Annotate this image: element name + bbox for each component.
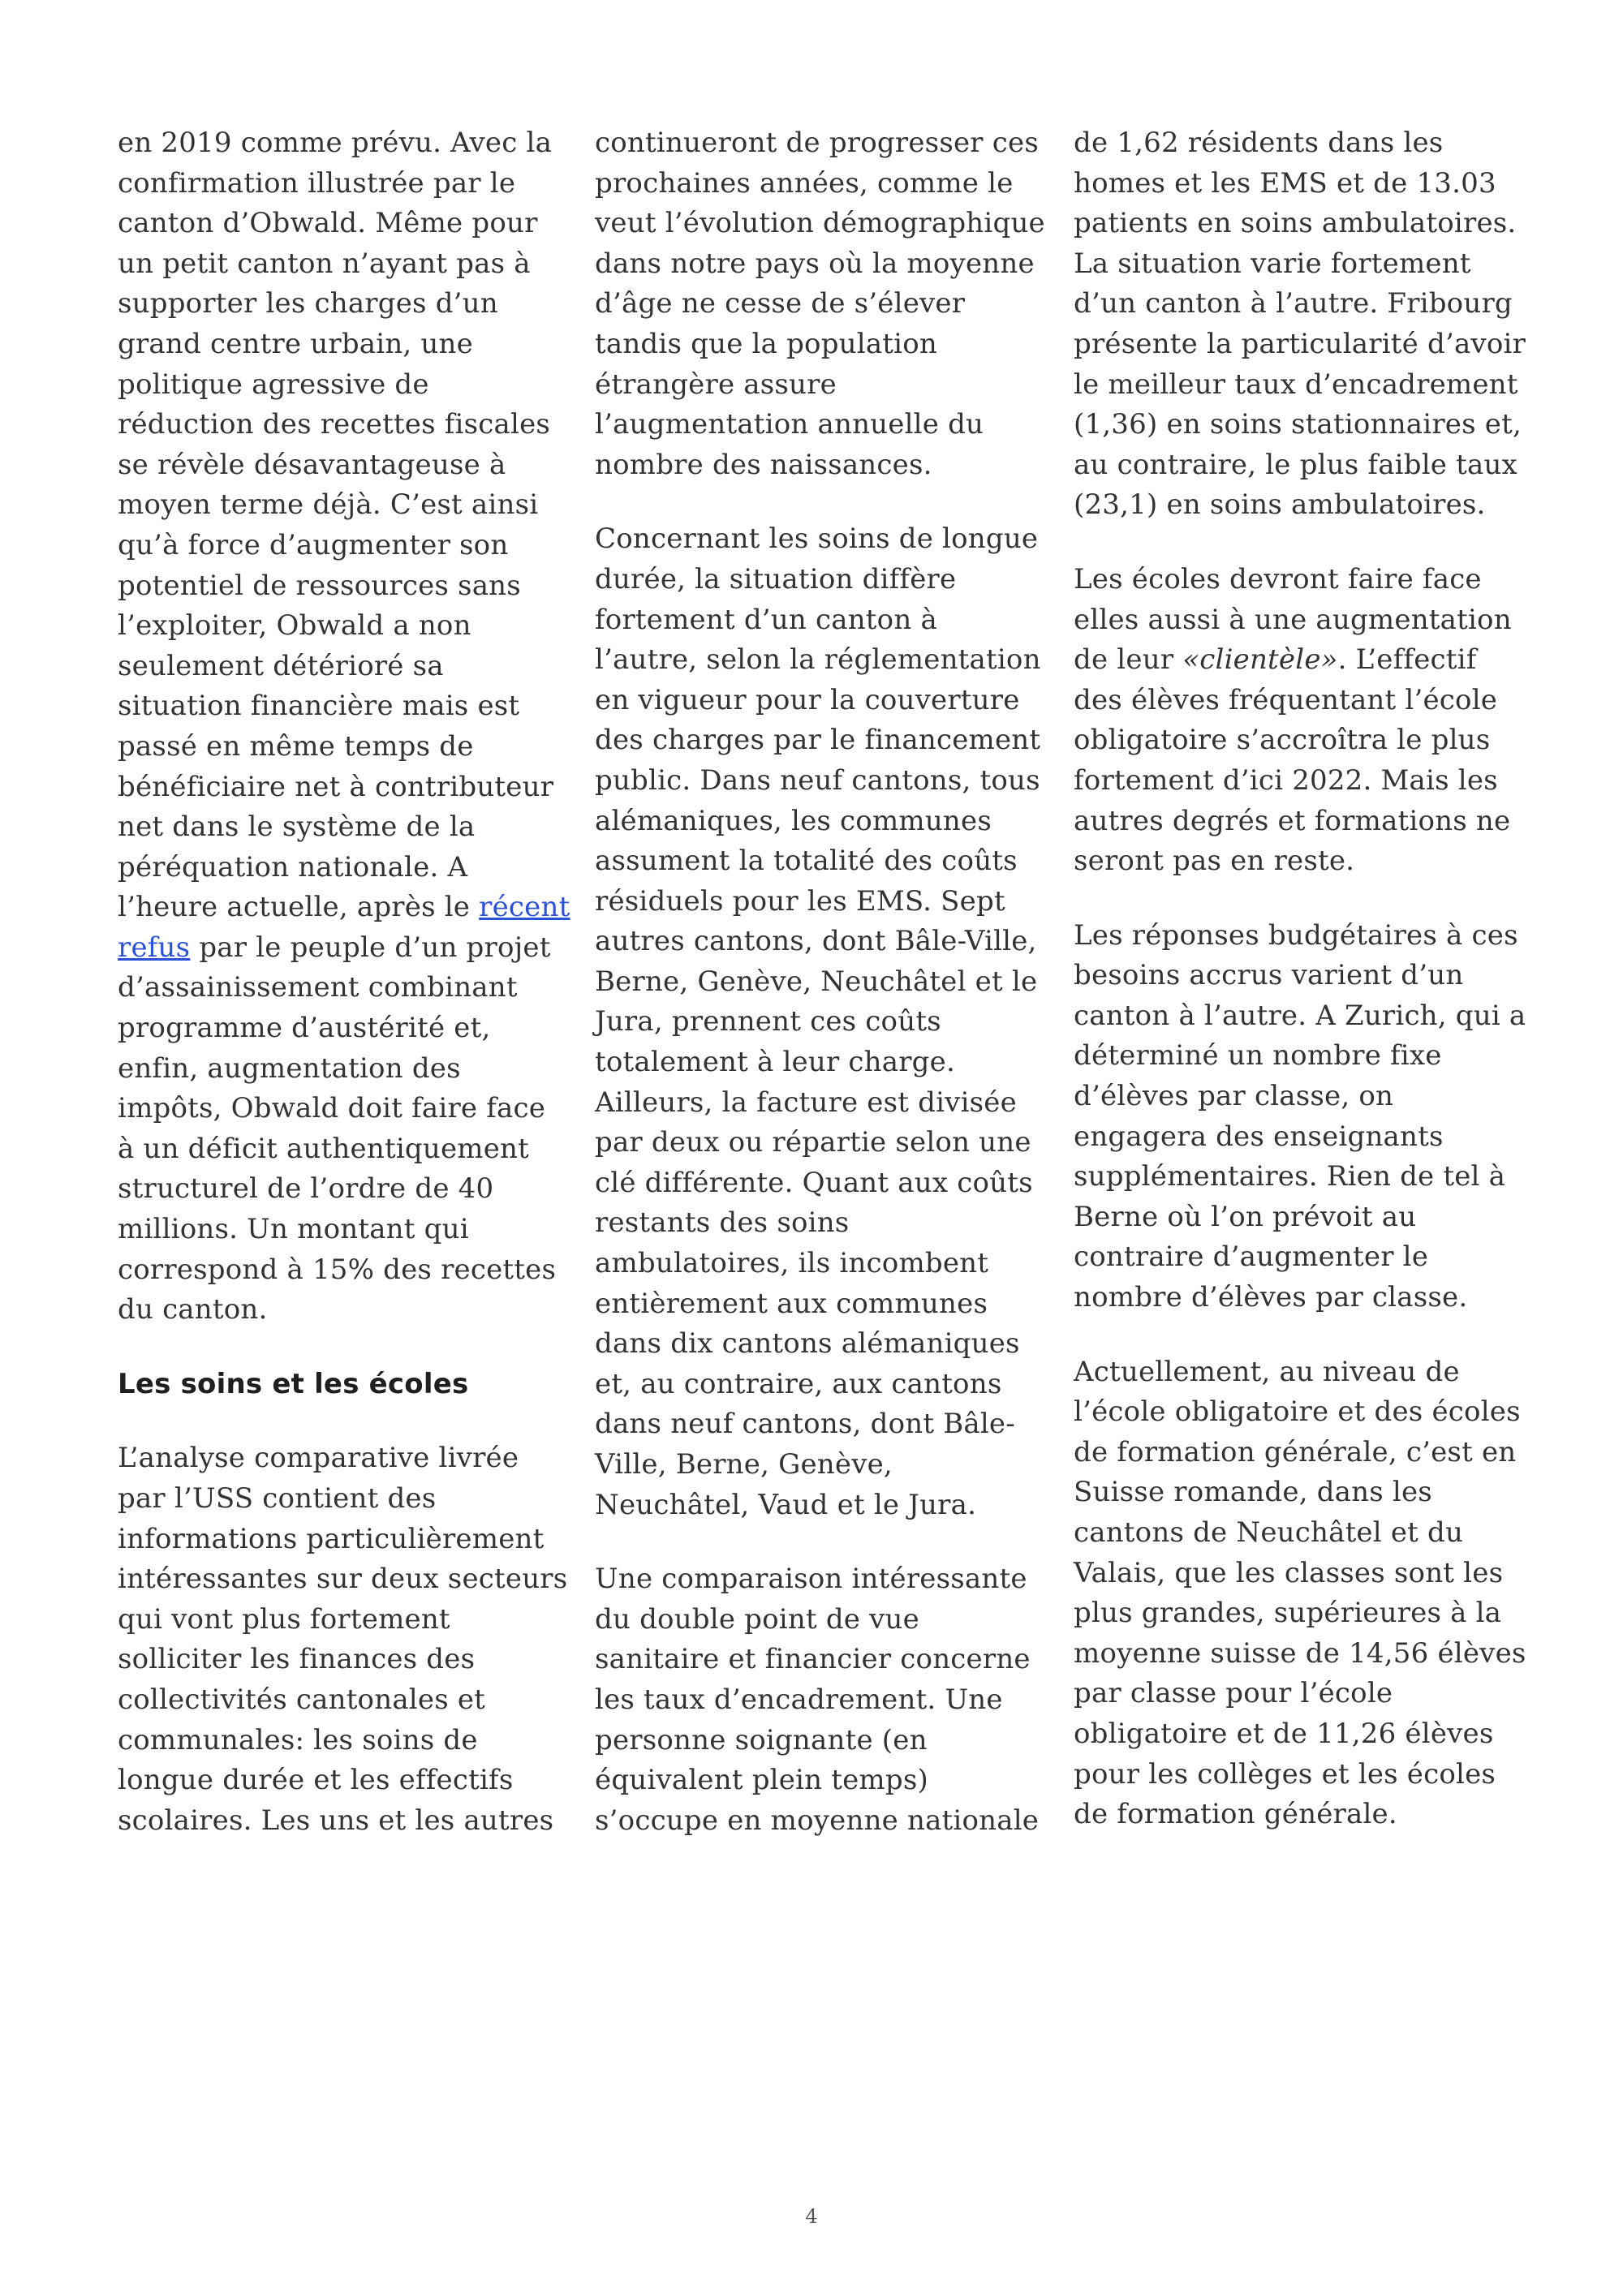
- paragraph-line: les taux d’encadrement. Une: [595, 1683, 1003, 1716]
- paragraph-line: d’assainissement combinant: [118, 971, 518, 1004]
- paragraph-line: collectivités cantonales et: [118, 1683, 486, 1716]
- recent-refusal-link[interactable]: récent: [479, 891, 570, 924]
- paragraph-line: dans notre pays où la moyenne: [595, 247, 1035, 280]
- paragraph-line: scolaires. Les uns et les autres: [118, 1804, 554, 1837]
- paragraph-line: Concernant les soins de longue: [595, 522, 1039, 556]
- paragraph-lines: [118, 968, 572, 1330]
- paragraph-lines: [595, 519, 1049, 1525]
- paragraph-line: (1,36) en soins stationnaires et,: [1074, 408, 1522, 441]
- paragraph-line: (23,1) en soins ambulatoires.: [1074, 488, 1486, 522]
- paragraph-line: plus grandes, supérieures à la: [1074, 1597, 1502, 1630]
- paragraph-line: moyenne suisse de 14,56 élèves: [1074, 1636, 1526, 1670]
- paragraph-line: durée, la situation diffère: [595, 562, 957, 595]
- paragraph-line: solliciter les finances des: [118, 1643, 476, 1676]
- paragraph-line: le meilleur taux d’encadrement: [1074, 368, 1518, 401]
- paragraph-line: ambulatoires, ils incombent: [595, 1247, 989, 1280]
- paragraph-line: résiduels pour les EMS. Sept: [595, 884, 1005, 918]
- paragraph-line: équivalent plein temps): [595, 1764, 928, 1797]
- paragraph-line: entièrement aux communes: [595, 1287, 988, 1320]
- paragraph-line: présente la particularité d’avoir: [1074, 327, 1526, 360]
- paragraph-line: pour les collèges et les écoles: [1074, 1757, 1496, 1791]
- column-1: [118, 123, 572, 1875]
- paragraph-line: Suisse romande, dans les: [1074, 1476, 1432, 1509]
- paragraph-line: en vigueur pour la couverture: [595, 683, 1020, 716]
- paragraph-line: réduction des recettes fiscales: [118, 408, 551, 441]
- paragraph-line: [118, 928, 572, 969]
- paragraph-line: étrangère assure: [595, 368, 837, 401]
- paragraph-line: net dans le système de la: [118, 810, 476, 844]
- line-text: l’heure actuelle, après le: [118, 891, 480, 924]
- paragraph-line: grand centre urbain, une: [118, 327, 473, 360]
- paragraph-line: Ville, Berne, Genève,: [595, 1448, 893, 1481]
- section-heading: Les soins et les écoles: [118, 1367, 469, 1400]
- paragraph-line: clé différente. Quant aux coûts: [595, 1166, 1033, 1199]
- paragraph-demography: [595, 123, 1049, 485]
- paragraph-lines: [1074, 681, 1528, 882]
- paragraph-line: totalement à leur charge.: [595, 1046, 955, 1079]
- paragraph-line: à un déficit authentiquement: [118, 1132, 530, 1165]
- line-text: par le peuple d’un projet: [190, 931, 551, 964]
- paragraph-line: par l’USS contient des: [118, 1482, 437, 1515]
- paragraph-line: alémaniques, les communes: [595, 804, 992, 837]
- paragraph-line: engagera des enseignants: [1074, 1120, 1444, 1153]
- paragraph-line: personne soignante (en: [595, 1723, 928, 1756]
- paragraph-line: situation financière mais est: [118, 690, 520, 723]
- paragraph-line: autres cantons, dont Bâle-Ville,: [595, 925, 1037, 958]
- paragraph-line: homes et les EMS et de 13.03: [1074, 166, 1496, 200]
- paragraph-lines: [1074, 1352, 1528, 1835]
- paragraph-line: impôts, Obwald doit faire face: [118, 1092, 546, 1125]
- paragraph-line: Neuchâtel, Vaud et le Jura.: [595, 1488, 977, 1521]
- paragraph-line: politique agressive de: [118, 368, 429, 401]
- paragraph-line: Une comparaison intéressante: [595, 1563, 1027, 1596]
- paragraph-line: d’un canton à l’autre. Fribourg: [1074, 287, 1513, 320]
- paragraph-line: [118, 888, 572, 928]
- paragraph-line: autres degrés et formations ne: [1074, 804, 1511, 837]
- clientele-italic: «clientèle»: [1182, 643, 1338, 677]
- paragraph-lines: [118, 123, 572, 888]
- paragraph-line: l’exploiter, Obwald a non: [118, 609, 471, 643]
- column-3: [1074, 123, 1528, 1869]
- paragraph-line: structurel de l’ordre de 40: [118, 1172, 494, 1206]
- paragraph-line: Berne, Genève, Neuchâtel et le: [595, 965, 1038, 998]
- paragraph-line: La situation varie fortement: [1074, 247, 1471, 280]
- paragraph-long-term-care: [595, 519, 1049, 1525]
- paragraph-line: des charges par le financement: [595, 724, 1041, 757]
- paragraph-line: un petit canton n’ayant pas à: [118, 247, 531, 280]
- paragraph-line: intéressantes sur deux secteurs: [118, 1563, 568, 1596]
- paragraph-line: informations particulièrement: [118, 1522, 545, 1555]
- paragraph-lines: [1074, 123, 1528, 526]
- paragraph-lines: [118, 1438, 572, 1841]
- paragraph-line: bénéficiaire net à contributeur: [118, 770, 554, 803]
- paragraph-line: potentiel de ressources sans: [118, 569, 521, 602]
- paragraph-line: seront pas en reste.: [1074, 845, 1355, 878]
- paragraph-line: seulement détérioré sa: [118, 649, 444, 682]
- paragraph-line: d’élèves par classe, on: [1074, 1080, 1394, 1113]
- paragraph-line: Valais, que les classes sont les: [1074, 1556, 1504, 1589]
- paragraph-line: d’âge ne cesse de s’élever: [595, 287, 966, 320]
- paragraph-line: public. Dans neuf cantons, tous: [595, 763, 1040, 797]
- paragraph-line: l’augmentation annuelle du: [595, 408, 984, 441]
- paragraph-line: au contraire, le plus faible taux: [1074, 448, 1518, 481]
- paragraph-line: obligatoire et de 11,26 élèves: [1074, 1717, 1494, 1750]
- paragraph-line: [1074, 640, 1528, 681]
- paragraph-line: canton d’Obwald. Même pour: [118, 207, 538, 240]
- paragraph-line: enfin, augmentation des: [118, 1051, 461, 1085]
- paragraph-line: Berne où l’on prévoit au: [1074, 1200, 1417, 1233]
- paragraph-line: tandis que la population: [595, 327, 938, 360]
- paragraph-line: communales: les soins de: [118, 1723, 478, 1756]
- paragraph-line: Les réponses budgétaires à ces: [1074, 918, 1518, 952]
- paragraph-line: dans dix cantons alémaniques: [595, 1327, 1020, 1361]
- paragraph-line: moyen terme déjà. C’est ainsi: [118, 488, 539, 522]
- paragraph-line: fortement d’un canton à: [595, 603, 937, 636]
- paragraph-ratios-detail: [1074, 123, 1528, 526]
- paragraph-line: supplémentaires. Rien de tel à: [1074, 1160, 1506, 1193]
- paragraph-line: supporter les charges d’un: [118, 287, 498, 320]
- paragraph-line: par deux ou répartie selon une: [595, 1126, 1031, 1159]
- paragraph-line: L’analyse comparative livrée: [118, 1442, 519, 1475]
- paragraph-line: des élèves fréquentant l’école: [1074, 683, 1498, 716]
- paragraph-line: passé en même temps de: [118, 729, 474, 763]
- paragraph-line: veut l’évolution démographique: [595, 207, 1045, 240]
- paragraph-line: du canton.: [118, 1293, 268, 1326]
- paragraph-line: contraire d’augmenter le: [1074, 1240, 1429, 1274]
- paragraph-line: assument la totalité des coûts: [595, 845, 1018, 878]
- paragraph-line: qu’à force d’augmenter son: [118, 528, 509, 561]
- paragraph-line: programme d’austérité et,: [118, 1012, 491, 1045]
- paragraph-line: l’école obligatoire et des écoles: [1074, 1395, 1521, 1429]
- paragraph-line: par classe pour l’école: [1074, 1677, 1393, 1710]
- paragraph-line: Jura, prennent ces coûts: [595, 1005, 941, 1038]
- paragraph-staffing-ratio: [595, 1559, 1049, 1841]
- paragraph-line: sanitaire et financier concerne: [595, 1643, 1031, 1676]
- column-2: [595, 123, 1049, 1875]
- paragraph-line: de 1,62 résidents dans les: [1074, 127, 1444, 159]
- paragraph-line: confirmation illustrée par le: [118, 166, 516, 200]
- paragraph-line: longue durée et les effectifs: [118, 1764, 514, 1797]
- paragraph-line: de formation générale.: [1074, 1798, 1397, 1831]
- paragraph-line: péréquation nationale. A: [118, 850, 468, 884]
- paragraph-line: besoins accrus varient d’un: [1074, 959, 1464, 992]
- paragraph-line: de formation générale, c’est en: [1074, 1435, 1517, 1468]
- paragraph-line: l’autre, selon la réglementation: [595, 643, 1041, 677]
- line-text: . L’effectif: [1337, 643, 1477, 677]
- paragraph-class-sizes: [1074, 1352, 1528, 1835]
- paragraph-line: Actuellement, au niveau de: [1074, 1355, 1460, 1388]
- recent-refusal-link-continued[interactable]: refus: [118, 931, 191, 964]
- paragraph-analysis: [118, 1438, 572, 1841]
- paragraph-line: se révèle désavantageuse à: [118, 448, 506, 481]
- page-number: 4: [805, 2205, 818, 2228]
- paragraph-line: prochaines années, comme le: [595, 166, 1014, 200]
- paragraph-line: en 2019 comme prévu. Avec la: [118, 127, 553, 159]
- paragraph-line: qui vont plus fortement: [118, 1602, 450, 1636]
- paragraph-line: dans neuf cantons, dont Bâle-: [595, 1408, 1015, 1441]
- paragraph-line: du double point de vue: [595, 1602, 919, 1636]
- line-text: de leur: [1074, 643, 1183, 677]
- paragraph-lines: [595, 1559, 1049, 1841]
- paragraph-line: correspond à 15% des recettes: [118, 1253, 557, 1286]
- paragraph-line: Ailleurs, la facture est divisée: [595, 1086, 1017, 1119]
- paragraph-obwald: [118, 123, 572, 1331]
- paragraph-lines: [595, 123, 1049, 485]
- paragraph-line: nombre des naissances.: [595, 448, 932, 481]
- paragraph-line: elles aussi à une augmentation: [1074, 603, 1512, 636]
- paragraph-line: cantons de Neuchâtel et du: [1074, 1516, 1464, 1549]
- paragraph-line: restants des soins: [595, 1206, 850, 1240]
- paragraph-line: nombre d’élèves par classe.: [1074, 1281, 1468, 1314]
- paragraph-line: Les écoles devront faire face: [1074, 562, 1482, 595]
- paragraph-line: s’occupe en moyenne nationale: [595, 1804, 1040, 1837]
- paragraph-line: continueront de progresser ces: [595, 127, 1039, 159]
- paragraph-line: obligatoire s’accroîtra le plus: [1074, 724, 1491, 757]
- paragraph-line: patients en soins ambulatoires.: [1074, 207, 1517, 240]
- paragraph-line: millions. Un montant qui: [118, 1213, 469, 1246]
- paragraph-line: et, au contraire, aux cantons: [595, 1367, 1002, 1400]
- paragraph-schools: [1074, 560, 1528, 882]
- paragraph-budget-responses: [1074, 916, 1528, 1318]
- paragraph-line: déterminé un nombre fixe: [1074, 1039, 1442, 1073]
- paragraph-lines: [1074, 916, 1528, 1318]
- paragraph-line: fortement d’ici 2022. Mais les: [1074, 763, 1498, 797]
- paragraph-line: canton à l’autre. A Zurich, qui a: [1074, 999, 1526, 1032]
